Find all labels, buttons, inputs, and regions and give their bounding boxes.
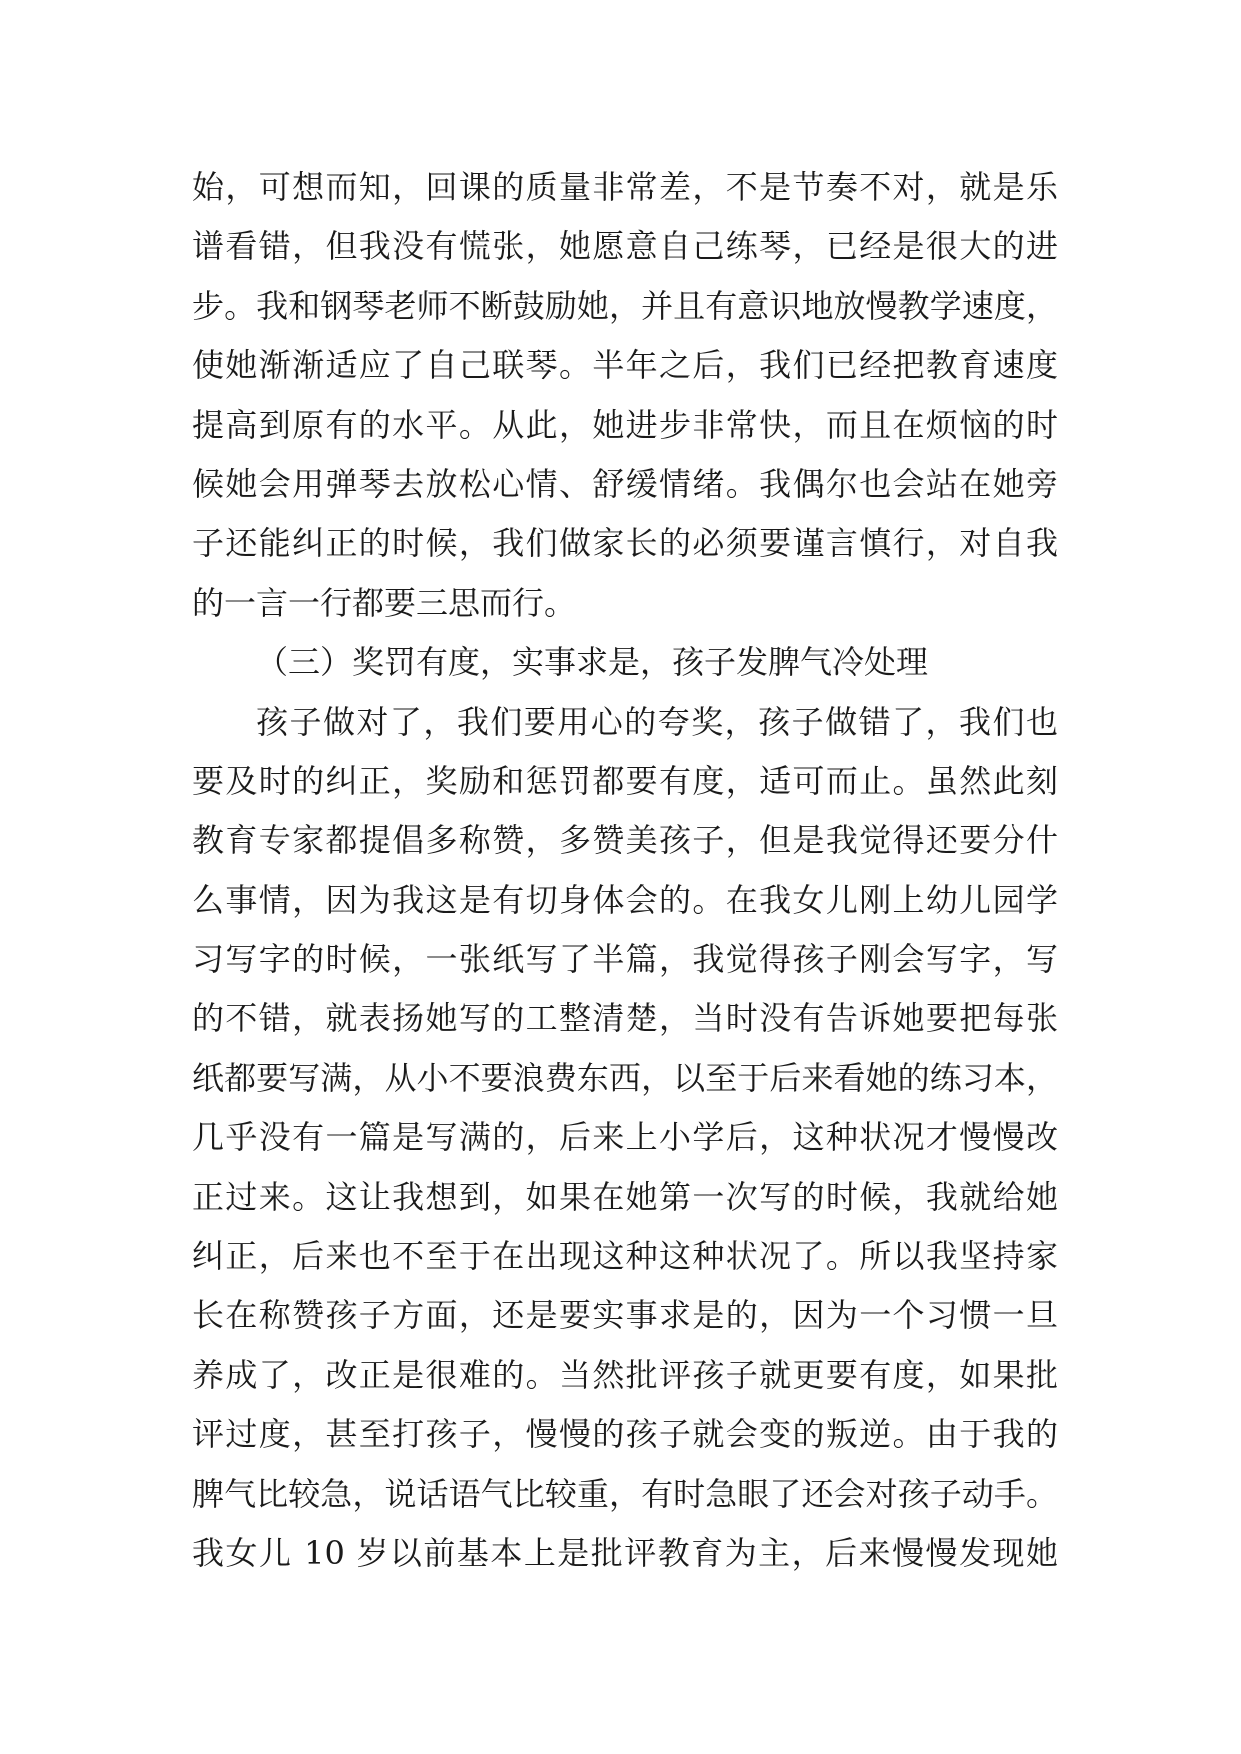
paragraph-line: 纸都要写满，从小不要浪费东西，以至于后来看她的练习本，: [192, 1058, 1058, 1097]
paragraph-line: 要及时的纠正，奖励和惩罚都要有度，适可而止。虽然此刻: [192, 761, 1058, 800]
paragraph-line: 子还能纠正的时候，我们做家长的必须要谨言慎行，对自我: [192, 524, 1058, 563]
section-heading: （三）奖罚有度，实事求是，孩子发脾气冷处理: [256, 643, 929, 682]
paragraph-line: 使她渐渐适应了自己联琴。半年之后，我们已经把教育速度: [192, 346, 1058, 385]
paragraph-line: 教育专家都提倡多称赞，多赞美孩子，但是我觉得还要分什: [192, 821, 1058, 860]
paragraph-line: 长在称赞孩子方面，还是要实事求是的，因为一个习惯一旦: [192, 1296, 1058, 1335]
paragraph-line: 提高到原有的水平。从此，她进步非常快，而且在烦恼的时: [192, 405, 1058, 444]
paragraph-line: 评过度，甚至打孩子，慢慢的孩子就会变的叛逆。由于我的: [192, 1415, 1058, 1454]
paragraph-line: 候她会用弹琴去放松心情、舒缓情绪。我偶尔也会站在她旁: [192, 464, 1058, 503]
paragraph-line: 的不错，就表扬她写的工整清楚，当时没有告诉她要把每张: [192, 999, 1058, 1038]
paragraph-line: 么事情，因为我这是有切身体会的。在我女儿刚上幼儿园学: [192, 880, 1058, 919]
paragraph-line: 步。我和钢琴老师不断鼓励她，并且有意识地放慢教学速度，: [192, 286, 1058, 325]
document-body: [192, 158, 1058, 1583]
paragraph-line: 习写字的时候，一张纸写了半篇，我觉得孩子刚会写字，写: [192, 940, 1058, 979]
paragraph-first-line: 孩子做对了，我们要用心的夸奖，孩子做错了，我们也: [256, 702, 1058, 741]
paragraph-line: 几乎没有一篇是写满的，后来上小学后，这种状况才慢慢改: [192, 1118, 1058, 1157]
paragraph-line: 养成了，改正是很难的。当然批评孩子就更要有度，如果批: [192, 1355, 1058, 1394]
paragraph-line: 始，可想而知，回课的质量非常差，不是节奏不对，就是乐: [192, 168, 1058, 206]
paragraph-line: 的一言一行都要三思而行。: [192, 583, 577, 622]
paragraph-line: 谱看错，但我没有慌张，她愿意自己练琴，已经是很大的进: [192, 227, 1058, 266]
paragraph-line: 纠正，后来也不至于在出现这种这种状况了。所以我坚持家: [192, 1237, 1058, 1276]
paragraph-line: 我女儿 10 岁以前基本上是批评教育为主，后来慢慢发现她: [192, 1533, 1058, 1572]
paragraph-line: 正过来。这让我想到，如果在她第一次写的时候，我就给她: [192, 1177, 1058, 1216]
paragraph-line: 脾气比较急，说话语气比较重，有时急眼了还会对孩子动手。: [192, 1474, 1058, 1513]
